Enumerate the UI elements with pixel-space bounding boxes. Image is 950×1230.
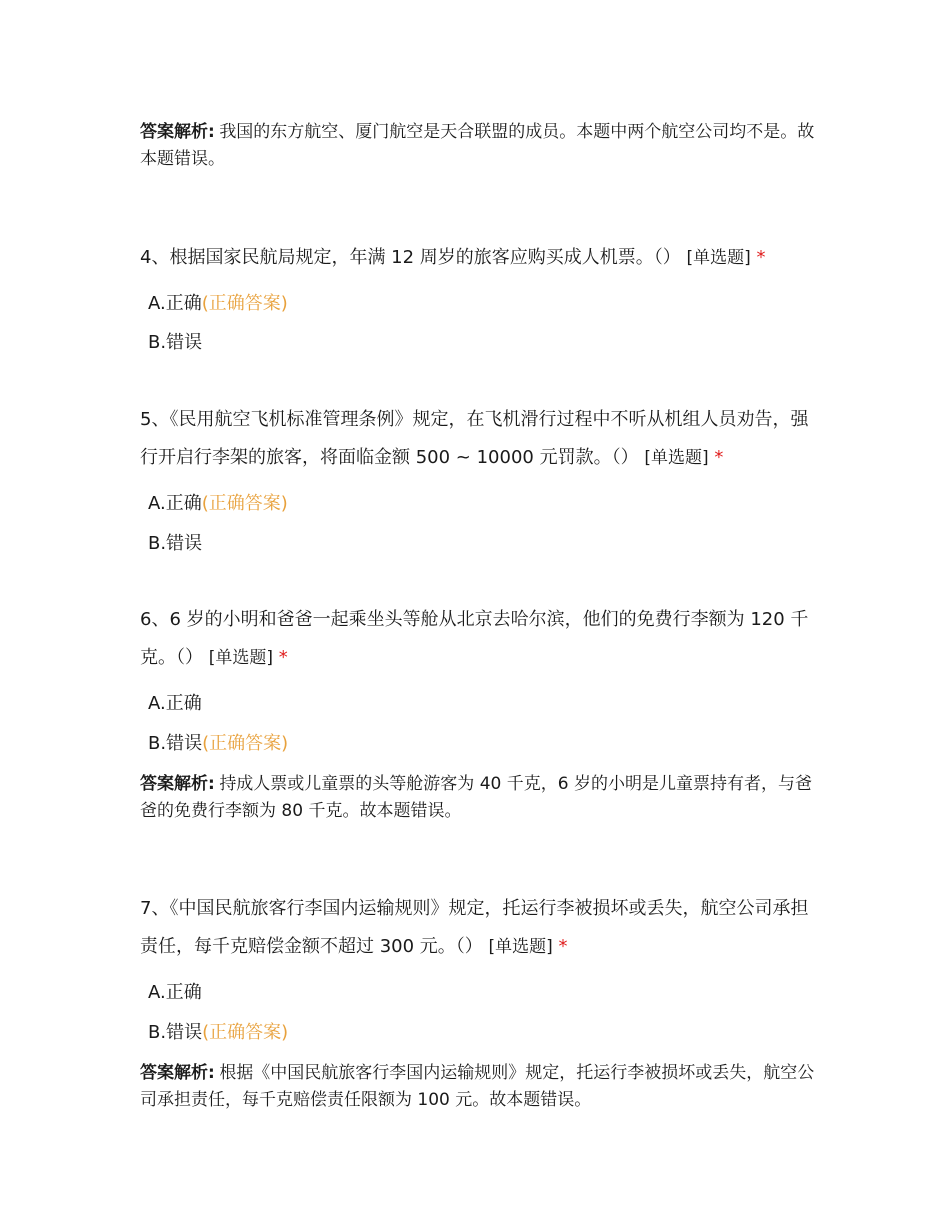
required-marker: * xyxy=(558,936,568,957)
option-a[interactable] xyxy=(148,981,202,1005)
option-label: A.正确 xyxy=(148,493,202,514)
question-text: 4、根据国家民航局规定，年满 12 周岁的旅客应购买成人机票。（） xyxy=(140,247,681,268)
required-marker: * xyxy=(756,247,766,268)
explanation-text: 持成人票或儿童票的头等舱游客为 40 千克，6 岁的小明是儿童票持有者，与爸爸的免费行李额为 80 千克。故本题错误。 xyxy=(140,774,812,821)
question-type: [单选题] xyxy=(488,937,553,957)
question-type: [单选题] xyxy=(644,448,709,468)
question-text: 5、《民用航空飞机标准管理条例》规定，在飞机滑行过程中不听从机组人员劝告，强行开启行李架的旅客，将面临金额 500 ~ 10000 元罚款。（） xyxy=(140,409,809,468)
question-type: [单选题] xyxy=(208,648,273,668)
question-7 xyxy=(140,890,820,966)
correct-answer-marker: (正确答案) xyxy=(201,493,288,514)
option-label: A.正确 xyxy=(148,982,202,1003)
question-6-explanation xyxy=(140,770,820,824)
option-a[interactable] xyxy=(148,692,202,716)
question-6 xyxy=(140,601,820,677)
question-type: [单选题] xyxy=(686,248,751,268)
option-b[interactable] xyxy=(148,331,202,355)
option-label: B.错误 xyxy=(148,533,203,554)
explanation-label: 答案解析: xyxy=(140,774,215,794)
explanation-label: 答案解析: xyxy=(140,1063,215,1083)
option-label: B.错误 xyxy=(148,332,203,353)
option-label: A.正确 xyxy=(148,293,202,314)
question-4 xyxy=(140,239,820,277)
explanation-text: 根据《中国民航旅客行李国内运输规则》规定，托运行李被损坏或丢失，航空公司承担责任，每千克赔偿责任限额为 100 元。故本题错误。 xyxy=(140,1063,815,1110)
option-a[interactable] xyxy=(148,492,288,516)
correct-answer-marker: (正确答案) xyxy=(202,733,289,754)
option-b[interactable] xyxy=(148,1021,288,1045)
question-7-explanation xyxy=(140,1059,820,1113)
question-text: 6、6 岁的小明和爸爸一起乘坐头等舱从北京去哈尔滨，他们的免费行李额为 120 千克。（） xyxy=(140,609,809,668)
option-b[interactable] xyxy=(148,732,288,756)
correct-answer-marker: (正确答案) xyxy=(202,1022,289,1043)
question-text: 7、《中国民航旅客行李国内运输规则》规定，托运行李被损坏或丢失，航空公司承担责任，每千克赔偿金额不超过 300 元。（） xyxy=(140,898,809,957)
explanation-text: 我国的东方航空、厦门航空是天合联盟的成员。本题中两个航空公司均不是。故本题错误。 xyxy=(140,122,815,169)
top-explanation xyxy=(140,118,820,172)
question-5 xyxy=(140,401,820,477)
option-a[interactable] xyxy=(148,292,288,316)
explanation-label: 答案解析: xyxy=(140,122,215,142)
option-label: B.错误 xyxy=(148,733,203,754)
correct-answer-marker: (正确答案) xyxy=(201,293,288,314)
option-b[interactable] xyxy=(148,532,202,556)
required-marker: * xyxy=(714,447,724,468)
option-label: A.正确 xyxy=(148,693,202,714)
required-marker: * xyxy=(278,647,288,668)
option-label: B.错误 xyxy=(148,1022,203,1043)
